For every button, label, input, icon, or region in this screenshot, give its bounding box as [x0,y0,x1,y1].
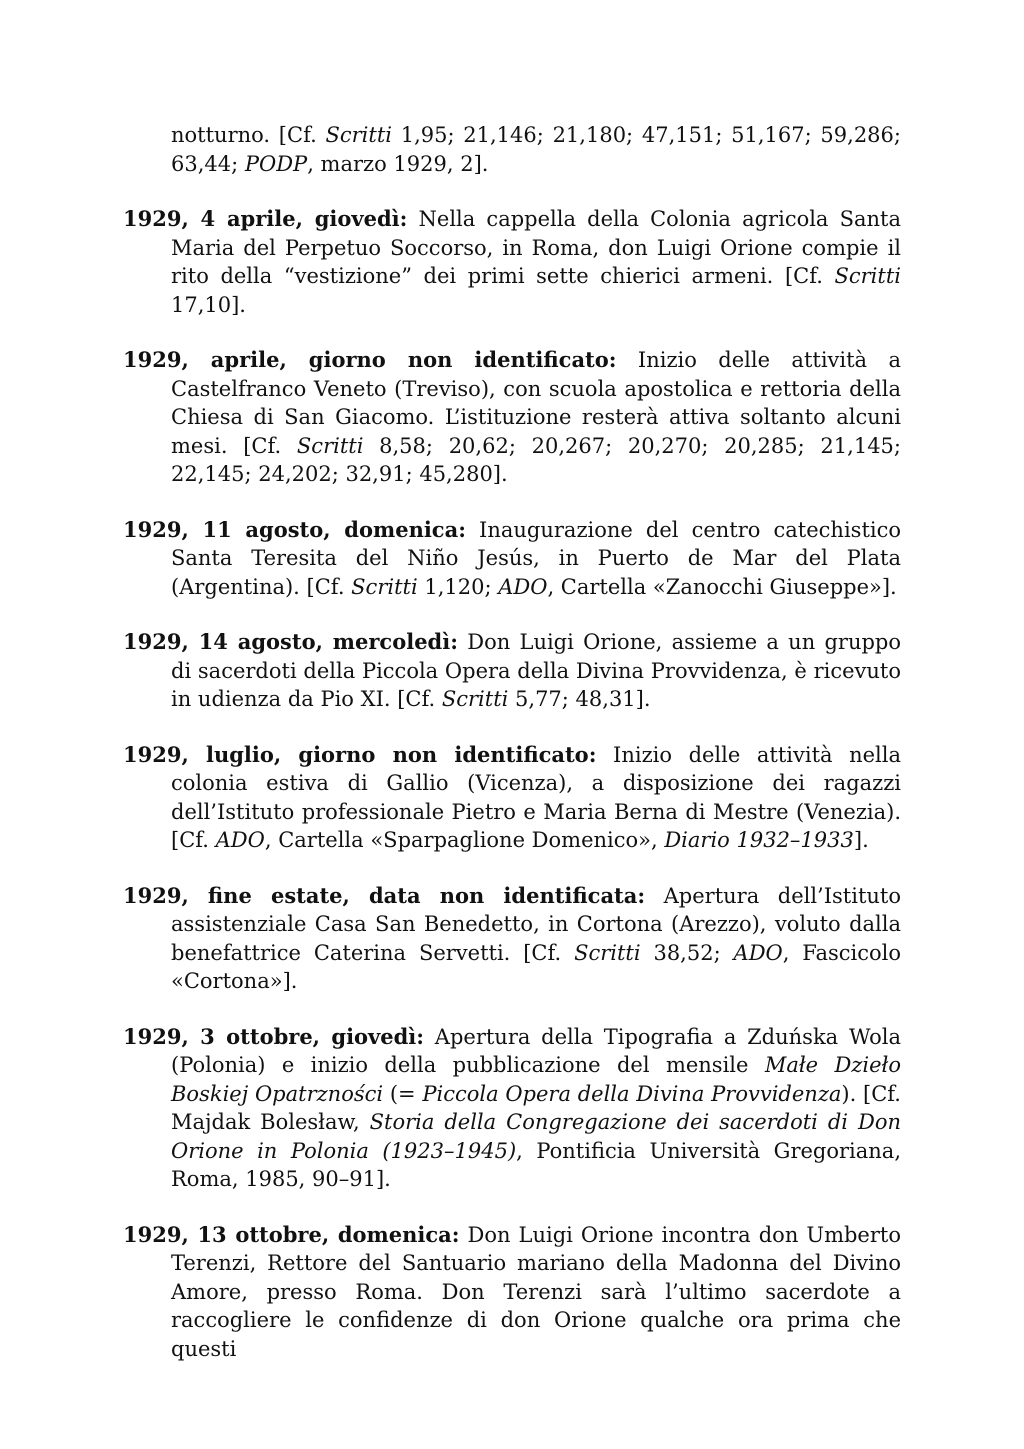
italic-reference: Scritti [834,264,901,288]
chronology-entry [123,628,901,714]
chronology-entry [123,1221,901,1364]
italic-reference: Scritti [351,574,418,599]
entry-text: Nella cappella della Colonia agricola Santa Maria del Perpetuo Soccorso, in Roma, don Luigi Orione compie il rito della “vestizione” dei primi sette chierici armeni. [Cf. [171,207,901,288]
entry-text: Apertura della Tipografia a Zduńska Wola (Polonia) e inizio della pubblicazione del mensile [171,1024,901,1077]
entry-text: ]. [853,828,869,852]
italic-reference: Scritti [296,433,364,458]
entry-text: Inizio delle attività nella colonia estiva di Gallio (Vicenza), a disposizione dei ragazzi dell’Istituto professionale Pietro e Maria Berna di Mestre (Venezia). [Cf. [171,742,902,852]
italic-reference: Storia della Congregazione dei sacerdoti di Don Orione in Polonia (1923–1945) [171,1110,901,1163]
entry-text: Inaugurazione del centro catechistico Santa Teresita del Niño Jesús, in Puerto de Mar del Plata (Argentina). [Cf. [171,517,901,599]
entry-date: 1929, 11 agosto, domenica: [123,516,466,542]
entry-text: Don Luigi Orione incontra don Umberto Terenzi, Rettore del Santuario mariano della Madonna del Divino Amore, presso Roma. Don Terenzi sarà l’ultimo sacerdote a raccogliere le confidenze di don Orione qualche ora prima che questi [171,1222,901,1361]
italic-reference: PODP [244,151,308,176]
italic-reference: Piccola Opera della Divina Provvidenza [422,1081,842,1106]
entry-text: notturno. [Cf. [171,123,326,147]
italic-reference: ADO [498,574,548,599]
italic-reference: Scritti [574,940,641,965]
entry-date: 1929, luglio, giorno non identificato: [123,741,597,767]
entry-text: Inizio delle attività a Castelfranco Veneto (Treviso), con scuola apostolica e rettoria della Chiesa di San Giacomo. L’istituzione resterà attiva soltanto alcuni mesi. [Cf. [171,348,901,458]
entry-text: 38,52; [640,940,734,965]
entry-text: , Cartella «Sparpaglione Domenico», [264,828,665,852]
entry-text: 1,95; 21,146; 21,180; 47,151; 51,167; 59,286; 63,44; [171,123,901,176]
italic-reference: Scritti [441,687,509,711]
entry-text: , Fascicolo «Cortona»]. [171,940,901,993]
entry-date: 1929, 3 ottobre, giovedì: [123,1023,425,1049]
entry-text: 5,77; 48,31]. [508,687,651,711]
entry-continuation [123,121,901,178]
entry-date: 1929, 14 agosto, mercoledì: [123,629,458,654]
entry-date: 1929, aprile, giorno non identificato: [123,347,617,372]
chronology-entries [123,121,901,1363]
entry-text: Apertura dell’Istituto assistenziale Casa San Benedetto, in Cortona (Arezzo), voluto dalla benefattrice Caterina Servetti. [Cf. [171,883,902,965]
italic-reference: ADO [215,828,265,852]
entry-text: , Cartella «Zanocchi Giuseppe»]. [547,574,897,599]
entry-text: Don Luigi Orione, assieme a un gruppo di sacerdoti della Piccola Opera della Divina Provvidenza, è ricevuto in udienza da Pio XI. [Cf. [171,630,902,711]
entry-text: , marzo 1929, 2]. [307,151,489,176]
chronology-entry [123,346,901,489]
entry-date: 1929, 13 ottobre, domenica: [123,1221,460,1247]
entry-text: , Pontificia Università Gregoriana, Roma, 1985, 90–91]. [171,1138,902,1191]
entry-text: ). [Cf. Majdak Bolesław, [171,1081,901,1134]
chronology-entry [123,1023,901,1194]
italic-reference: Diario 1932–1933 [664,828,854,852]
italic-reference: Scritti [325,123,392,147]
entry-text: 1,120; [417,574,499,599]
chronology-entry [123,205,901,319]
italic-reference: Małe Dzieło Boskiej Opatrzności [171,1053,901,1106]
entry-text: 8,58; 20,62; 20,267; 20,270; 20,285; 21,145; 22,145; 24,202; 32,91; 45,280]. [171,433,901,486]
chronology-entry [123,741,901,855]
document-page [123,121,901,1390]
entry-date: 1929, 4 aprile, giovedì: [123,206,408,231]
entry-text: 17,10]. [171,292,246,317]
entry-text: (= [383,1081,423,1106]
entry-date: 1929, fine estate, data non identificata: [123,882,646,908]
chronology-entry [123,516,901,602]
italic-reference: ADO [733,940,783,965]
chronology-entry [123,882,901,996]
